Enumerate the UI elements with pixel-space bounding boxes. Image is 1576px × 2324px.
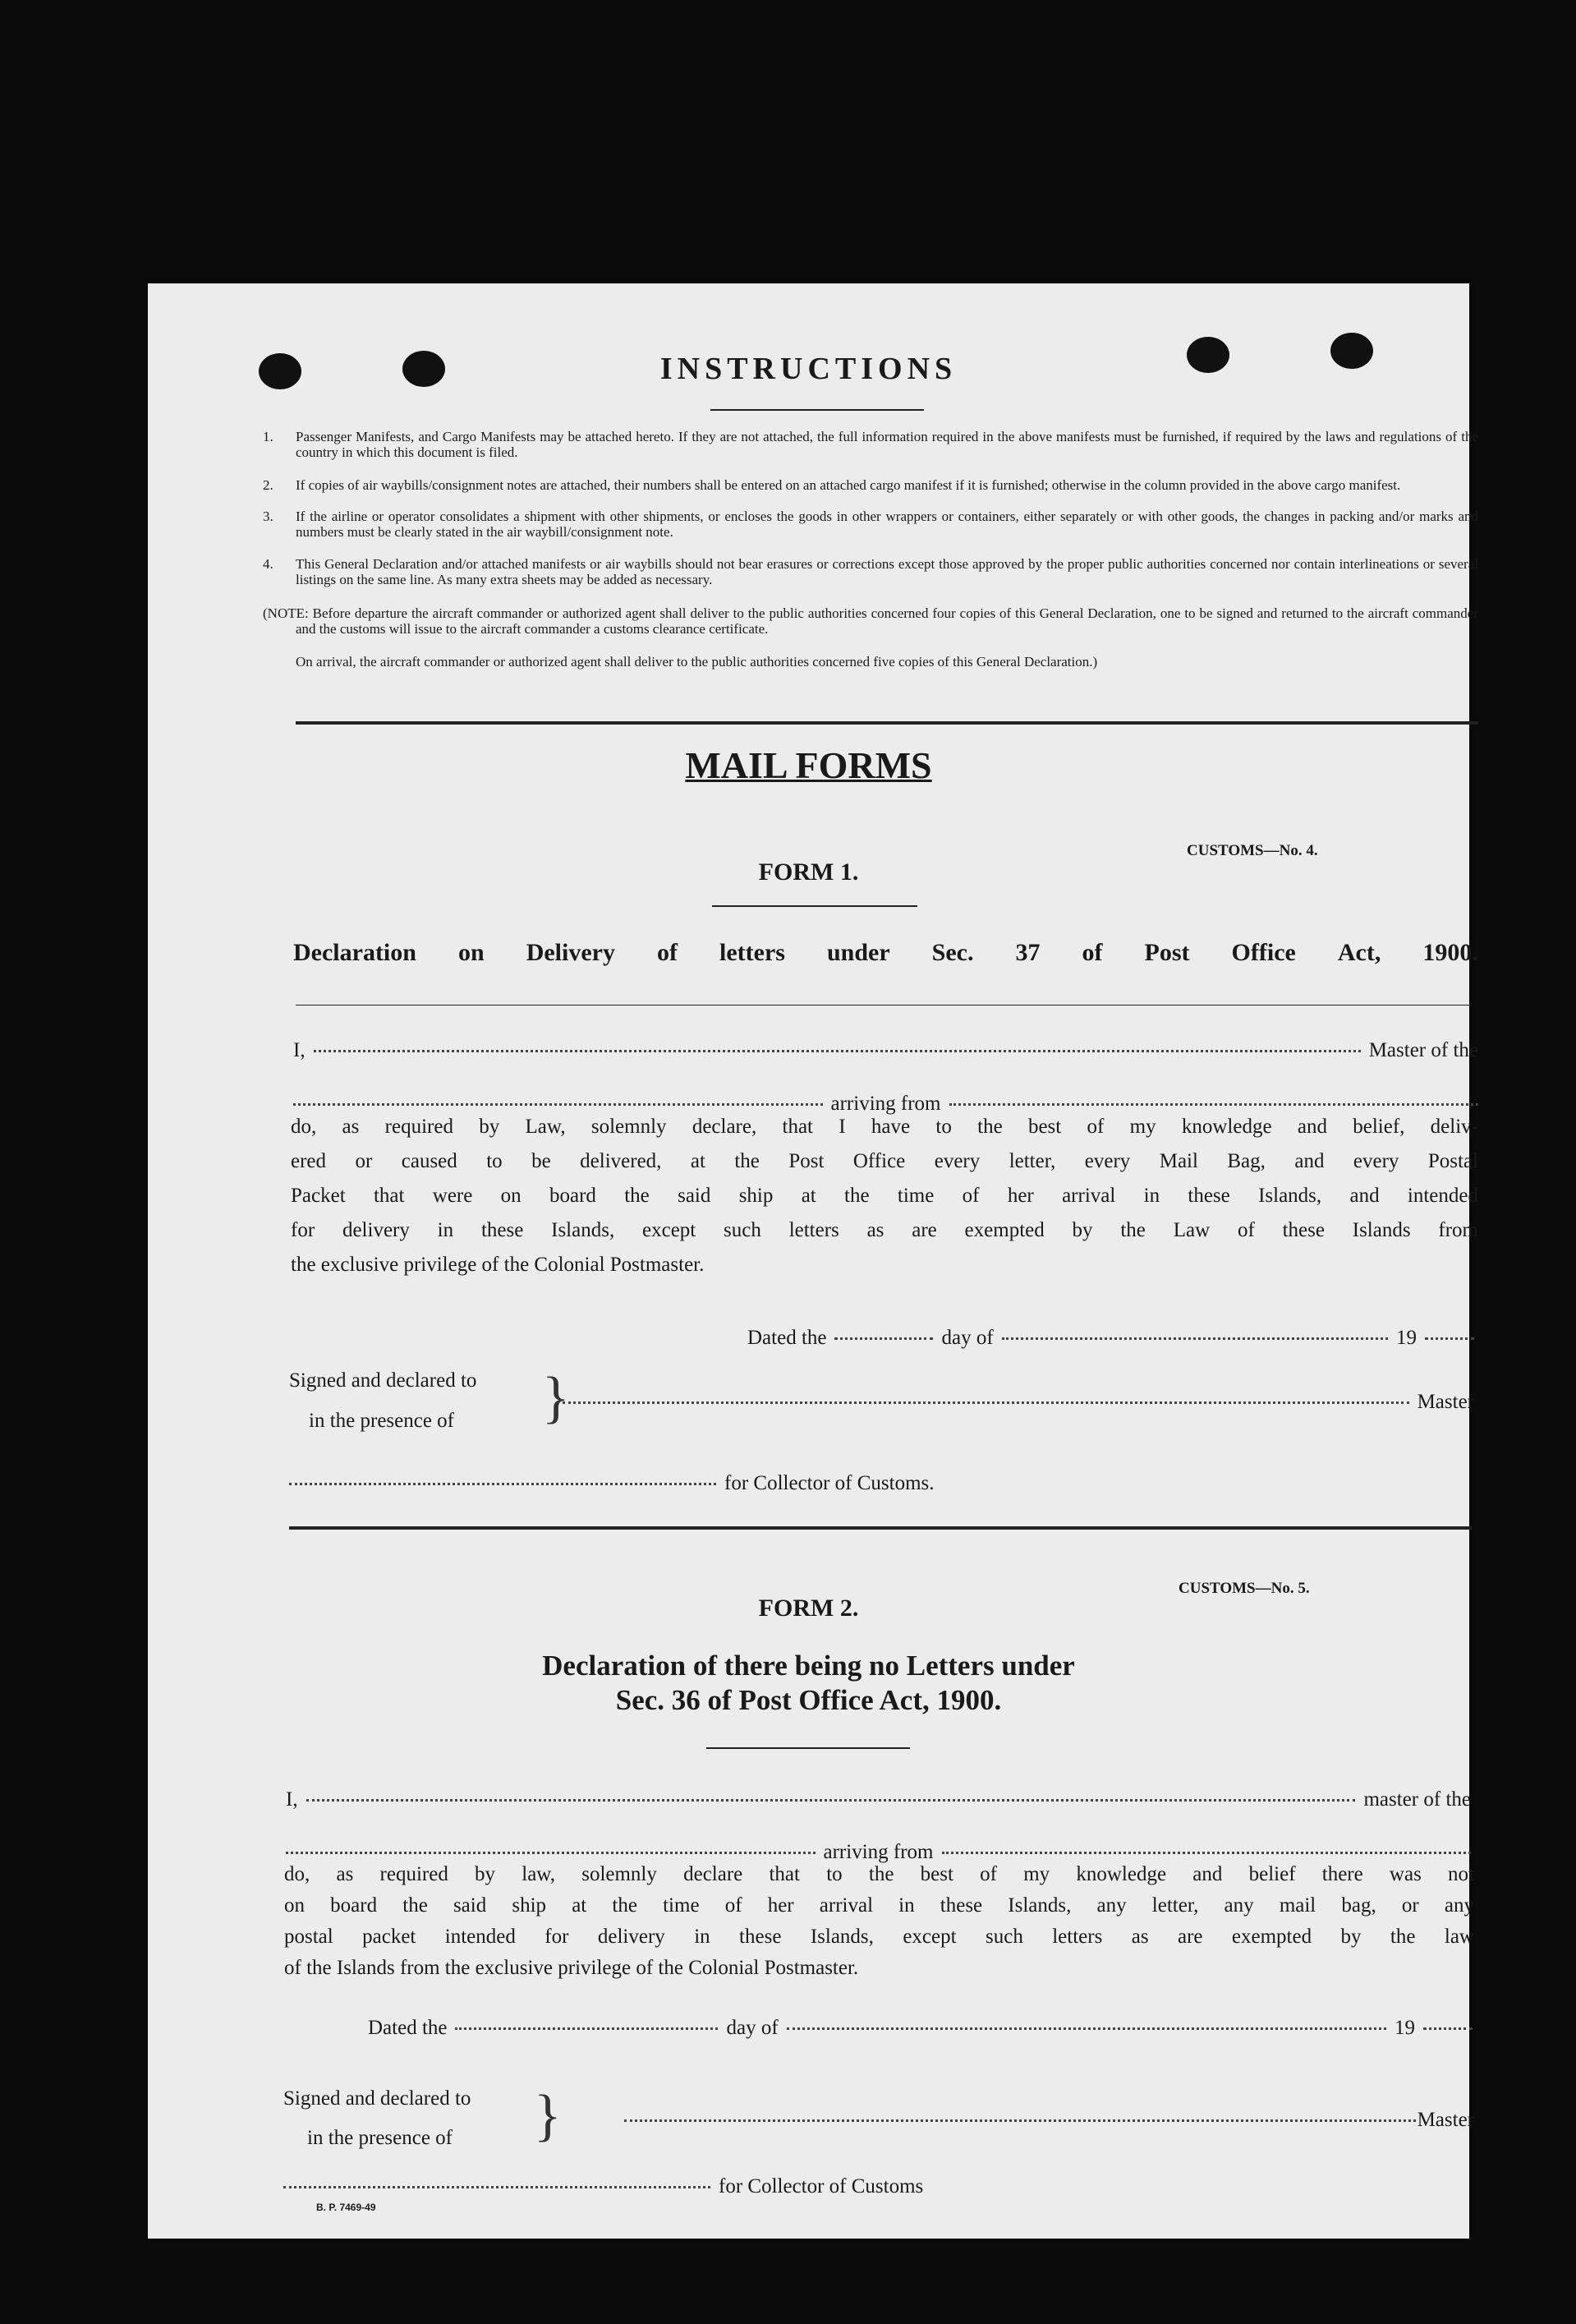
instruction-num: 3. xyxy=(263,509,273,524)
form2-declaration-body xyxy=(284,1859,1474,1984)
heading-word: on xyxy=(457,939,485,966)
printer-code: B. P. 7469-49 xyxy=(316,2202,376,2213)
heading-word: Delivery xyxy=(526,939,615,966)
instruction-text: Passenger Manifests, and Cargo Manifests may be attached hereto. If they are not attached, the full information required in the above manifests must be furnished, if required by the laws and regulations of the country in which this document is filed. xyxy=(296,429,1478,460)
form2-master-sign-line xyxy=(624,2109,1474,2132)
instruction-item-1 xyxy=(263,429,1478,460)
instruction-text: If copies of air waybills/consignment notes are attached, their numbers shall be entered on an attached cargo manifest if it is furnished; otherwise in the column provided in the above cargo manifest. xyxy=(296,477,1401,493)
heading-word: Office xyxy=(1231,939,1296,966)
form1-collector-line xyxy=(289,1472,1028,1495)
instructions-title: INSTRUCTIONS xyxy=(659,352,958,386)
date-month-field[interactable] xyxy=(787,2027,1386,2030)
heading-word: Act, xyxy=(1337,939,1381,966)
heading-word: of xyxy=(656,939,678,966)
master-name-field[interactable] xyxy=(306,1799,1356,1802)
form1-signed-1: Signed and declared to xyxy=(289,1369,477,1392)
arriving-from-label: arriving from xyxy=(830,1093,941,1115)
instruction-num: 2. xyxy=(263,477,273,493)
body-line: on board the said ship at the time of her arrival in these Islands, any letter, any mail bag, or any xyxy=(284,1894,1474,1917)
form2-master-line xyxy=(286,1788,1471,1811)
form1-title: FORM 1. xyxy=(758,858,859,886)
heading-word: of xyxy=(1082,939,1103,966)
i-label: I, xyxy=(286,1788,298,1811)
arriving-from-field[interactable] xyxy=(942,1852,1472,1854)
date-month-field[interactable] xyxy=(1002,1337,1388,1340)
collector-signature-field[interactable] xyxy=(289,1483,716,1485)
brace-icon: } xyxy=(534,2084,562,2147)
form1-dated-line xyxy=(747,1327,1474,1350)
form2-signed-1: Signed and declared to xyxy=(283,2087,471,2110)
body-line: for delivery in these Islands, except such letters as are exempted by the Law of these Islands from xyxy=(291,1219,1478,1241)
form-sheet xyxy=(148,283,1478,2239)
form1-master-line xyxy=(293,1039,1478,1062)
dated-the-label: Dated the xyxy=(368,2017,448,2039)
form2-heading-underline xyxy=(706,1747,910,1749)
form1-heading-rule xyxy=(296,1005,1472,1006)
master-signature-field[interactable] xyxy=(563,1401,1409,1404)
form2-heading-2: Sec. 36 of Post Office Act, 1900. xyxy=(615,1684,1002,1716)
form2-collector-line xyxy=(283,2175,1105,2198)
form1-signed-2: in the presence of xyxy=(309,1410,455,1432)
form1-divider xyxy=(289,1526,1472,1530)
body-line: ered or caused to be delivered, at the Post Office every letter, every Mail Bag, and every Postal xyxy=(291,1150,1478,1172)
instructions-underline xyxy=(710,409,924,411)
body-line: the exclusive privilege of the Colonial Postmaster. xyxy=(291,1254,705,1276)
day-of-label: day of xyxy=(726,2017,779,2039)
form1-title-underline xyxy=(712,905,917,907)
instruction-text: If the airline or operator consolidates a shipment with other shipments, or encloses the goods in other wrappers or containers, either separately or with other goods, the changes in packing and/or marks and numbers must be clearly stated in the air waybill/consignment note. xyxy=(296,509,1478,540)
body-line: do, as required by Law, solemnly declare, that I have to the best of my knowledge and belief, deliv- xyxy=(291,1116,1478,1138)
date-year-field[interactable] xyxy=(1423,2027,1473,2030)
heading-word: Post xyxy=(1144,939,1190,966)
form2-title: FORM 2. xyxy=(758,1595,859,1622)
form2-heading-1: Declaration of there being no Letters under xyxy=(542,1650,1075,1682)
date-year-field[interactable] xyxy=(1425,1337,1474,1340)
instruction-item-2 xyxy=(263,477,1478,493)
collector-label: for Collector of Customs xyxy=(719,2175,924,2197)
master-signature-field[interactable] xyxy=(624,2119,1416,2122)
form1-customs-ref: CUSTOMS—No. 4. xyxy=(1187,842,1318,859)
year-label: 19 xyxy=(1396,1327,1417,1349)
arriving-from-label: arriving from xyxy=(823,1841,934,1863)
arriving-from-field[interactable] xyxy=(949,1103,1479,1106)
body-line: do, as required by law, solemnly declare that to the best of my knowledge and belief there was not xyxy=(284,1863,1474,1885)
heading-word: Declaration xyxy=(293,939,416,966)
brace-icon: } xyxy=(542,1366,570,1429)
master-label: Master xyxy=(1417,1391,1474,1413)
day-of-label: day of xyxy=(941,1327,994,1349)
date-day-field[interactable] xyxy=(834,1337,933,1340)
instruction-num: 4. xyxy=(263,556,273,572)
form2-signed-2: in the presence of xyxy=(307,2127,453,2149)
ship-name-field[interactable] xyxy=(293,1103,823,1106)
body-line: postal packet intended for delivery in these Islands, except such letters as are exempted by the law xyxy=(284,1926,1474,1948)
dated-the-label: Dated the xyxy=(747,1327,827,1349)
body-line: of the Islands from the exclusive privilege of the Colonial Postmaster. xyxy=(284,1957,859,1979)
form1-declaration-heading xyxy=(293,939,1478,967)
form2-customs-ref: CUSTOMS—No. 5. xyxy=(1179,1580,1310,1597)
instruction-text: This General Declaration and/or attached manifests or air waybills should not bear erasures or corrections except those approved by the proper public authorities concerned nor contain interlineations or several listings on the same line. As many extra sheets may be added as necessary. xyxy=(296,556,1478,587)
instruction-note-1: (NOTE: Before departure the aircraft commander or authorized agent shall deliver to the public authorities concerned four copies of this General Declaration, one to be signed and returned to the aircraft commander and the customs will issue to the aircraft commander a customs clearance certificate. xyxy=(263,605,1478,637)
body-line: Packet that were on board the said ship at the time of her arrival in these Islands, and intended xyxy=(291,1185,1478,1207)
form1-master-sign-line xyxy=(563,1391,1474,1414)
mail-forms-title: MAIL FORMS xyxy=(685,744,932,786)
master-label: Master xyxy=(1417,2109,1474,2131)
date-day-field[interactable] xyxy=(455,2027,718,2030)
master-name-field[interactable] xyxy=(314,1050,1361,1052)
form1-declaration-body xyxy=(291,1110,1478,1282)
instruction-item-3 xyxy=(263,509,1478,540)
instruction-num: 1. xyxy=(263,429,273,444)
instructions-divider xyxy=(296,721,1478,725)
year-label: 19 xyxy=(1395,2017,1415,2039)
i-label: I, xyxy=(293,1039,306,1061)
collector-label: for Collector of Customs. xyxy=(724,1472,935,1494)
heading-word: 1900. xyxy=(1422,939,1478,966)
master-of-the-label: Master of the xyxy=(1368,1039,1478,1061)
heading-word: Sec. xyxy=(931,939,974,966)
instruction-item-4 xyxy=(263,556,1478,587)
ship-name-field[interactable] xyxy=(286,1852,816,1854)
collector-signature-field[interactable] xyxy=(283,2186,710,2188)
master-of-the-label: master of the xyxy=(1363,1788,1471,1811)
form2-dated-line xyxy=(368,2017,1473,2040)
heading-word: letters xyxy=(719,939,785,966)
heading-word: 37 xyxy=(1015,939,1041,966)
instruction-note-2: On arrival, the aircraft commander or authorized agent shall deliver to the public authorities concerned five copies of this General Declaration.) xyxy=(296,654,1098,670)
heading-word: under xyxy=(826,939,890,966)
